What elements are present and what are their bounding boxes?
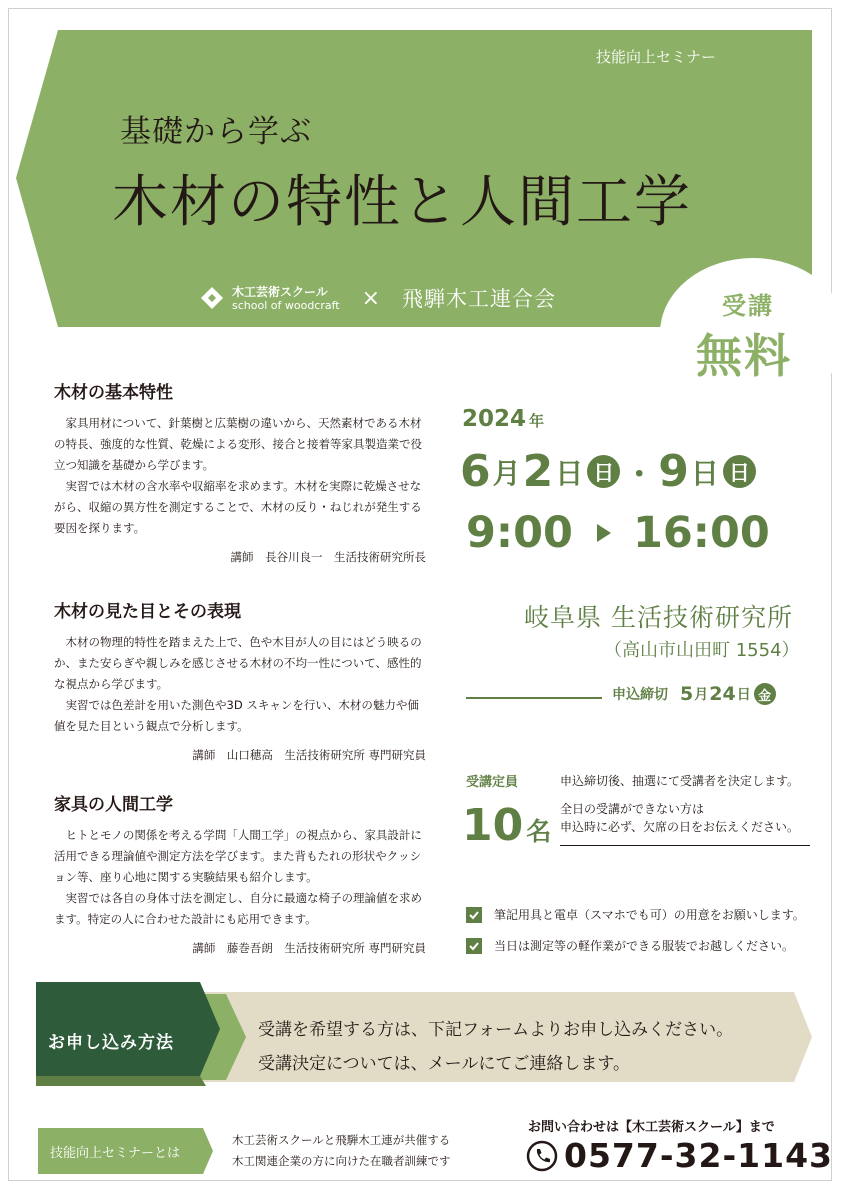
contact-phone: 0577-32-1143 bbox=[526, 1136, 833, 1175]
section-lecturer: 講師 長谷川良一 生活技術研究所長 bbox=[230, 550, 426, 564]
application-label: お申し込み方法 bbox=[48, 1033, 174, 1053]
section-heading: 木材の基本特性 bbox=[54, 383, 173, 403]
capacity-note-absence: 全日の受講ができない方は 申込時に必ず、欠席の日をお伝えください。 bbox=[560, 802, 800, 834]
section-lecturer: 講師 藤巻吾朗 生活技術研究所 専門研究員 bbox=[192, 941, 426, 955]
venue-name: 岐阜県 生活技術研究所 bbox=[524, 603, 793, 632]
checklist-item: 当日は測定等の軽作業ができる服装でお越しください。 bbox=[466, 937, 794, 954]
school-logo: 木工芸術スクール school of woodcraft bbox=[232, 284, 340, 312]
application-deadline: 申込締切 5 月 24 日 金 bbox=[612, 683, 776, 705]
about-label: 技能向上セミナーとは bbox=[50, 1146, 181, 1161]
section-heading: 木材の見た目とその表現 bbox=[54, 602, 241, 622]
free-badge-top: 受講 bbox=[722, 292, 774, 320]
about-text: 木工芸術スクールと飛騨木工連が共催する 木工関連企業の方に向けた在職者訓練です bbox=[232, 1133, 451, 1168]
section-paragraph: 実習では色差計を用いた測色や3D スキャンを行い、木材の魅力や価値を見た目という観点で分析します。 bbox=[54, 698, 419, 733]
checklist-item: 筆記用具と電卓（スマホでも可）の用意をお願いします。 bbox=[466, 906, 805, 923]
subtitle: 基礎から学ぶ bbox=[120, 114, 312, 150]
phone-icon bbox=[526, 1140, 558, 1172]
collaboration-row bbox=[200, 283, 556, 313]
section-heading: 家具の人間工学 bbox=[54, 795, 173, 815]
event-time: 9:00 16:00 bbox=[466, 508, 770, 558]
application-text: 受講を希望する方は、下記フォームよりお申し込みください。 受講決定については、メールにてご連絡します。 bbox=[258, 1020, 734, 1074]
collab-times: × bbox=[361, 285, 381, 311]
capacity-label: 受講定員 bbox=[466, 775, 519, 790]
deadline-rule bbox=[466, 697, 602, 699]
capacity-number: 10 名 bbox=[462, 800, 552, 851]
weekday-badge: 金 bbox=[754, 683, 776, 705]
event-dates: 6 月 2 日 日 ・ 9 日 日 bbox=[460, 446, 756, 497]
school-logo-icon bbox=[200, 286, 224, 310]
capacity-note: 申込締切後、抽選にて受講者を決定します。 bbox=[560, 774, 800, 788]
page-title: 木材の特性と人間工学 bbox=[112, 170, 692, 235]
checkbox-icon bbox=[466, 938, 482, 954]
event-year: 2024 年 bbox=[462, 406, 545, 432]
arrow-right-icon bbox=[597, 524, 611, 542]
section-ergonomics bbox=[54, 790, 426, 959]
checkbox-icon bbox=[466, 907, 482, 923]
section-paragraph: 家具用材について、針葉樹と広葉樹の違いから、天然素材である木材の特長、強度的な性質、乾燥による変形、接合と接着等家具製造業で役立つ知識を基礎から学びます。 bbox=[54, 416, 422, 472]
section-paragraph: 木材の物理的特性を踏まえた上で、色や木目が人の目にはどう映るのか、また安らぎや親しみを感じさせる木材の不均一性について、感性的な視点から学びます。 bbox=[54, 635, 422, 691]
series-label: 技能向上セミナー bbox=[596, 48, 717, 66]
free-badge-main: 無料 bbox=[696, 329, 792, 383]
venue-address: （高山市山田町 1554） bbox=[604, 640, 800, 661]
section-wood-properties bbox=[54, 378, 426, 568]
section-paragraph: ヒトとモノの関係を考える学問「人間工学」の視点から、家具設計に活用できる理論値や測定方法を学びます。また背もたれの形状やクッション等、座り心地に関する実験結果も紹介します。 bbox=[54, 828, 422, 884]
section-lecturer: 講師 山口穂高 生活技術研究所 専門研究員 bbox=[192, 748, 426, 762]
section-wood-appearance bbox=[54, 597, 426, 766]
capacity-rule bbox=[560, 845, 810, 846]
partner-name: 飛騨木工連合会 bbox=[402, 287, 557, 311]
contact-label: お問い合わせは【木工芸術スクール】まで bbox=[528, 1120, 775, 1135]
section-paragraph: 実習では各自の身体寸法を測定し、自分に最適な椅子の理論値を求めます。特定の人に合わせた設計にも応用できます。 bbox=[54, 891, 422, 926]
weekday-badge: 日 bbox=[723, 455, 756, 488]
weekday-badge: 日 bbox=[587, 455, 620, 488]
section-paragraph: 実習では木材の含水率や収縮率を求めます。木材を実際に乾燥させながら、収縮の異方性を測定することで、木材の反り・ねじれが発生する要因を探ります。 bbox=[54, 479, 422, 535]
